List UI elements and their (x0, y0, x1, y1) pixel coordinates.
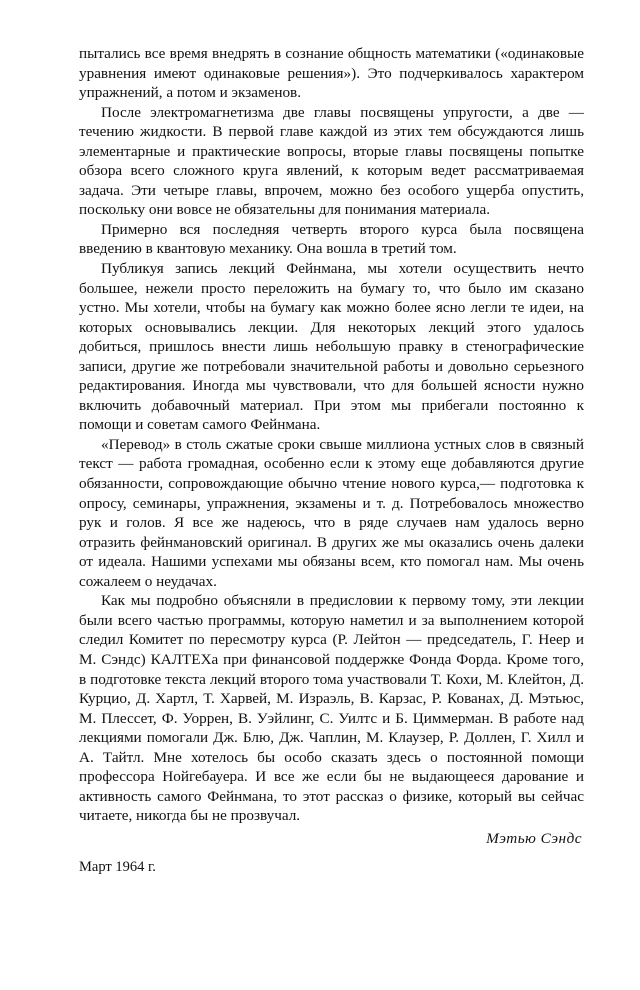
paragraph-5: «Перевод» в столь сжатые сроки свыше миллиона устных слов в связный текст — работа громадная, особенно если к этому еще добавляются другие обязанности, сопровождающие обычно чтение нового курса,— подготовка к опросу, семинары, упражнения, экзамены и т. д. Потребовалось множество рук и голов. Я все же надеюсь, что в ряде случаев нам удалось верно отразить фейнмановский оригинал. В других же мы оказались очень далеки от идеала. Нашими успехами мы обязаны всем, кто помогал нам. Мы очень сожалеем о неудачах. (79, 435, 584, 590)
document-page (79, 44, 584, 877)
document-date: Март 1964 г. (79, 858, 156, 875)
paragraph-2: После электромагнетизма две главы посвящены упругости, а две — течению жидкости. В первой главе каждой из этих тем обсуждаются лишь элементарные и практические вопросы, вторые главы посвящены попытке обзора всего сложного круга явлений, к которым ведет рассматриваемая задача. Эти четыре главы, впрочем, можно без особого ущерба опустить, поскольку они вовсе не обязательны для понимания материала. (79, 103, 584, 219)
author-signature: Мэтью Сэндс (486, 829, 582, 847)
paragraph-6: Как мы подробно объясняли в предисловии к первому тому, эти лекции были всего частью программы, которую наметил и за выполнением которой следил Комитет по пересмотру курса (Р. Лейтон — председатель, Г. Неер и М. Сэндс) КАЛТЕХа при финансовой поддержке Фонда Форда. Кроме того, в подготовке текста лекций второго тома участвовали Т. Кохи, М. Клейтон, Д. Курцио, Д. Хартл, Т. Харвей, М. Израэль, В. Карзас, Р. Кованах, Д. Мэтьюс, М. Плессет, Ф. Уоррен, В. Уэйлинг, С. Уилтс и Б. Циммерман. В работе над лекциями помогали Дж. Блю, Дж. Чаплин, М. Клаузер, Р. Доллен, Г. Хилл и А. Тайтл. Мне хотелось бы особо сказать здесь о постоянной помощи профессора Нойгебауера. И все же если бы не выдающееся дарование и активность самого Фейнмана, то этот рассказ о физике, который вы сейчас читаете, никогда бы не прозвучал. (79, 592, 584, 825)
paragraph-3: Примерно вся последняя четверть второго курса была посвящена введению в квантовую механику. Она вошла в третий том. (79, 220, 584, 258)
paragraph-1: пытались все время внедрять в сознание общность математики («одинаковые уравнения имеют одинаковые решения»). Это подчеркивалось характером упражнений, а потом и экзаменов. (79, 45, 584, 102)
paragraph-4: Публикуя запись лекций Фейнмана, мы хотели осуществить нечто большее, нежели просто переложить на бумагу то, что было им сказано устно. Мы хотели, чтобы на бумагу как можно более ясно легли те идеи, на которых основывались лекции. Для некоторых лекций этого удалось добиться, пришлось внести лишь небольшую правку в стенографические записи, другие же потребовали значительной работы и довольно серьезного редактирования. Иногда мы чувствовали, что для большей ясности нужно включить добавочный материал. При этом мы прибегали постоянно к помощи и советам самого Фейнмана. (79, 260, 584, 434)
